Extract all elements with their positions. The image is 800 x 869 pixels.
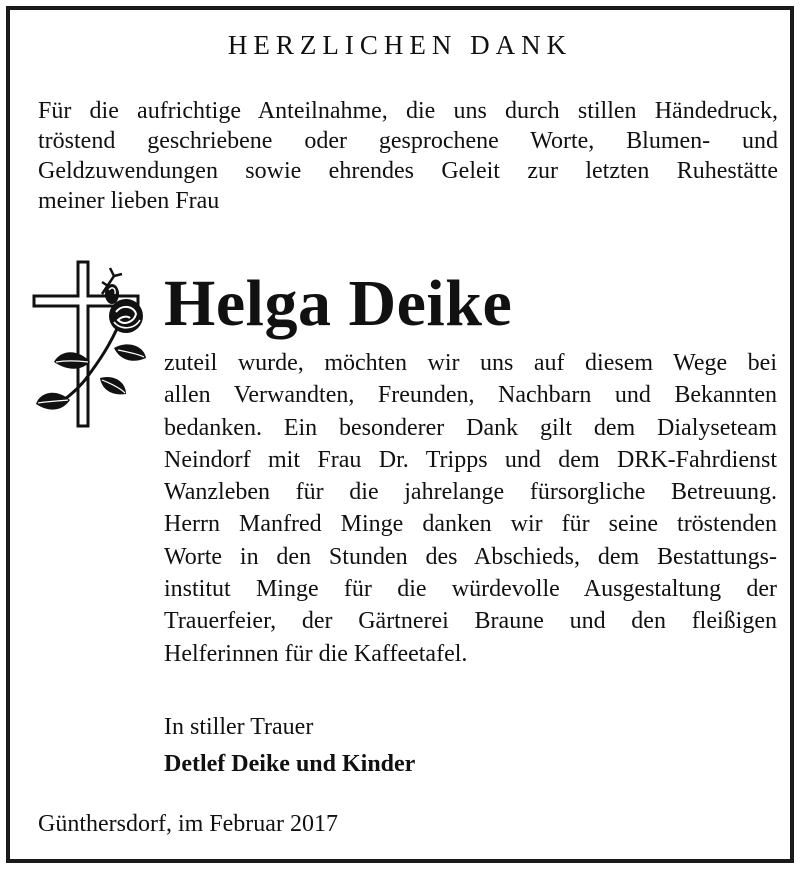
body-paragraph (164, 347, 777, 670)
intro-line: Geldzuwendungen sowie ehrendes Geleit zur letzten Ruhestätte (38, 158, 778, 184)
intro-line: tröstend geschriebene oder gesprochene Worte, Blumen- und (38, 128, 778, 154)
body-line: allen Verwandten, Freunden, Nachbarn und Bekannten (164, 382, 777, 409)
place-date: Günthersdorf, im Februar 2017 (38, 811, 338, 837)
body-line: bedanken. Ein besonderer Dank gilt dem Dialyseteam (164, 414, 777, 441)
obituary-notice (6, 6, 794, 863)
body-line: Helferinnen für die Kaffeetafel. (164, 640, 468, 667)
intro-line: meiner lieben Frau (38, 188, 220, 214)
body-line: Worte in den Stunden des Abschieds, dem Bestattungs- (164, 543, 777, 570)
notice-heading: HERZLICHEN DANK (227, 30, 573, 60)
body-line: Wanzleben für die jahrelange fürsorgliche Betreuung. (164, 479, 777, 506)
body-line: zuteil wurde, möchten wir uns auf diesem Wege bei (164, 350, 777, 376)
intro-paragraph (38, 96, 778, 216)
mourning-line: In stiller Trauer (164, 714, 314, 740)
body-line: Trauerfeier, der Gärtnerei Braune und den fleißigen (164, 608, 777, 635)
deceased-name: Helga Deike (164, 267, 513, 340)
body-line: institut Minge für die würdevolle Ausgestaltung der (164, 576, 777, 603)
intro-line: Für die aufrichtige Anteilnahme, die uns durch stillen Händedruck, (38, 98, 778, 124)
body-line: Neindorf mit Frau Dr. Tripps und dem DRK-Fahrdienst (164, 446, 777, 473)
body-line: Herrn Manfred Minge danken wir für seine tröstenden (164, 511, 777, 538)
signature: Detlef Deike und Kinder (164, 751, 416, 777)
cross-with-rose-icon (30, 250, 148, 440)
